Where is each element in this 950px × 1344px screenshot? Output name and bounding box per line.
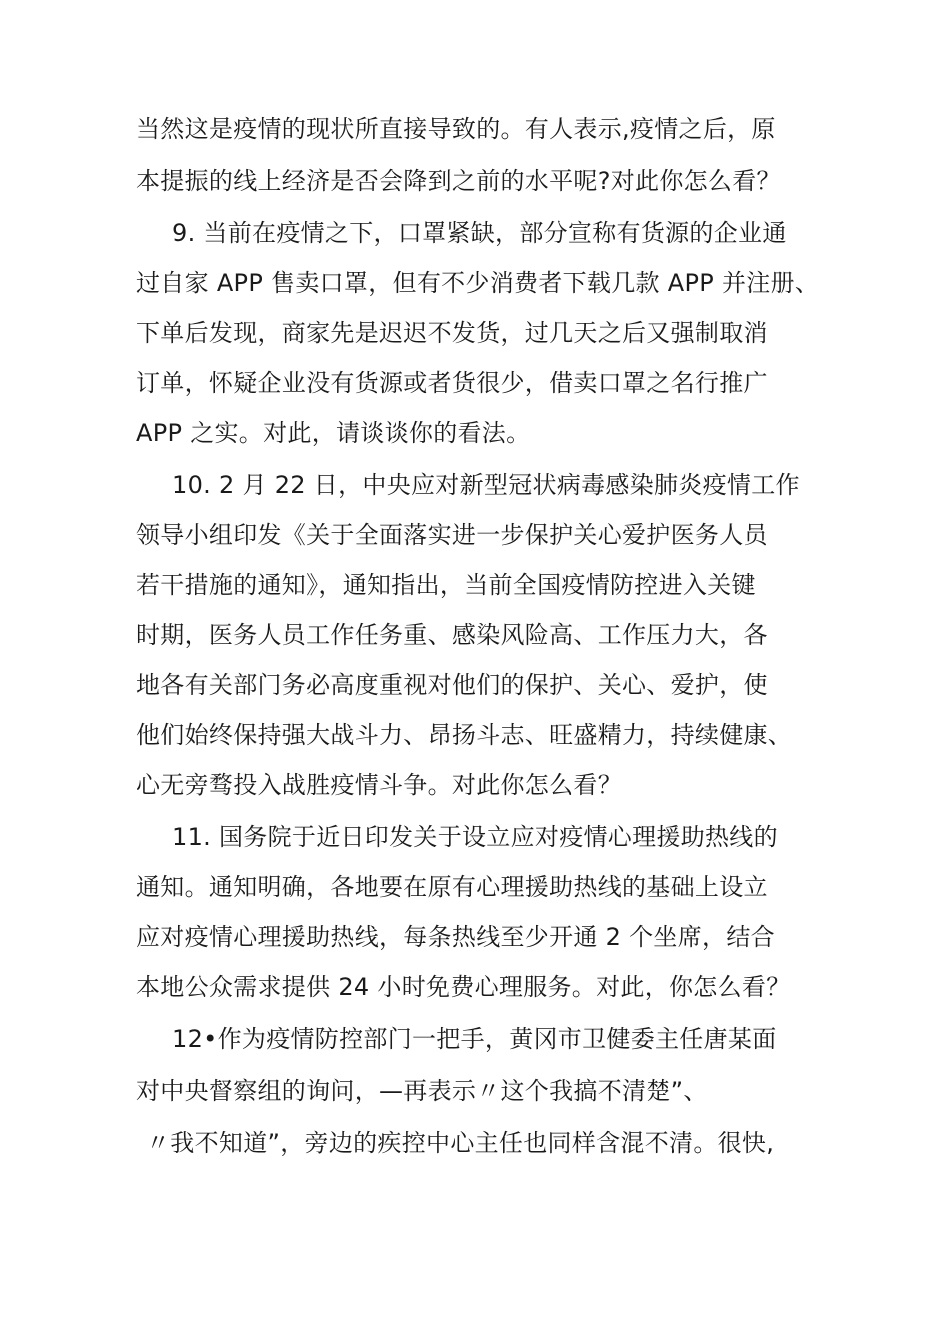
text-line: 订单，怀疑企业没有货源或者货很少，借卖口罩之名行推广	[136, 369, 768, 397]
text-line: 当然这是疫情的现状所直接导致的。有人表示,疫情之后，原	[136, 115, 776, 143]
text-line: 通知。通知明确，各地要在原有心理援助热线的基础上设立	[136, 873, 768, 901]
text-line: 本地公众需求提供 24 小时免费心理服务。对此，你怎么看？	[136, 973, 791, 1001]
text-line: 过自家 APP 售卖口罩，但有不少消费者下载几款 APP 并注册、	[136, 269, 820, 297]
text-line: 他们始终保持强大战斗力、昂扬斗志、旺盛精力，持续健康、	[136, 721, 793, 749]
question-11-line: 11. 国务院于近日印发关于设立应对疫情心理援助热线的	[172, 823, 778, 851]
text-line: 应对疫情心理援助热线，每条热线至少开通 2 个坐席，结合	[136, 923, 775, 951]
question-9-line: 9. 当前在疫情之下，口罩紧缺，部分宣称有货源的企业通	[172, 219, 787, 247]
text-line: 对中央督察组的询问，—再表示〃这个我搞不清楚”、	[136, 1077, 708, 1105]
question-10-line: 10. 2 月 22 日，中央应对新型冠状病毒感染肺炎疫情工作	[172, 471, 800, 499]
text-line: 本提振的线上经济是否会降到之前的水平呢?对此你怎么看？	[136, 167, 781, 195]
text-line: 领导小组印发《关于全面落实进一步保护关心爱护医务人员	[136, 521, 768, 549]
question-12-line: 12•作为疫情防控部门一把手，黄冈市卫健委主任唐某面	[172, 1025, 777, 1053]
text-line: 下单后发现，商家先是迟迟不发货，过几天之后又强制取消	[136, 319, 768, 347]
text-line: 地各有关部门务必高度重视对他们的保护、关心、爱护，使	[136, 671, 768, 699]
text-line: 时期，医务人员工作任务重、感染风险高、工作压力大，各	[136, 621, 768, 649]
text-line: 心无旁骛投入战胜疫情斗争。对此你怎么看？	[136, 771, 622, 799]
text-line: 〃我不知道”，旁边的疾控中心主任也同样含混不清。很快,	[146, 1129, 775, 1157]
text-line: APP 之实。对此，请谈谈你的看法。	[136, 419, 531, 447]
text-line: 若干措施的通知》，通知指出，当前全国疫情防控进入关键	[136, 571, 756, 599]
